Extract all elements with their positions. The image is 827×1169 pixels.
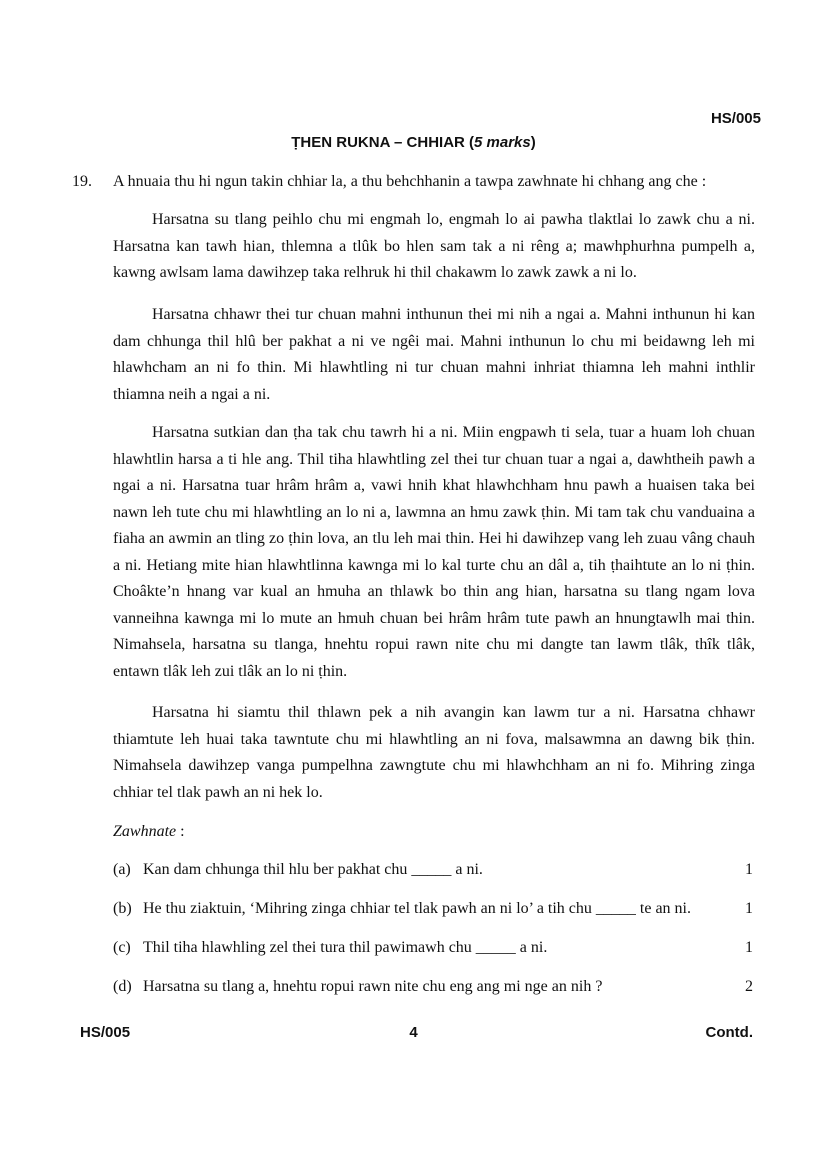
item-text: Thil tiha hlawhling zel thei tura thil pawimawh chu _____ a ni.: [143, 939, 548, 956]
page-number: 4: [409, 1024, 418, 1041]
item-marks: 1: [745, 861, 753, 878]
item-text: Harsatna su tlang a, hnehtu ropui rawn nite chu eng ang mi nge an nih ?: [143, 978, 603, 995]
passage-paragraph-2: Harsatna chhawr thei tur chuan mahni inthunun thei mi nih a ngai a. Mahni inthunun hi kan dam chhunga thil hlû ber pakhat a ni ve ngêi mai. Mahni inthunun lo chu mi beidawng leh mi hlawhcham an ni fo thin. Mi hlawhtling ni tur chuan mahni inhriat thiamna leh mahni inthlir thiamna neih a ngai a ni.: [113, 306, 755, 403]
item-label: (c): [113, 939, 131, 956]
paper-code-top: HS/005: [710, 110, 761, 127]
passage-paragraph-4: Harsatna hi siamtu thil thlawn pek a nih avangin kan lawm tur a ni. Harsatna chhawr thiamtute leh huai taka tawntute chu mi hlawhtling an ni fova, malsawmna an dawng bik ṭhin. Nimahsela dawihzep vanga pumpelhna zawngtute chu mi hlawhchham an ni fo. Mihring zinga chhiar tel tlak pawh an ni hek lo.: [113, 704, 755, 801]
section-close: ): [530, 134, 536, 151]
item-label: (d): [113, 978, 132, 995]
item-marks: 2: [745, 978, 753, 995]
section-title: ṬHEN RUKNA – CHHIAR (: [291, 134, 475, 151]
item-label: (a): [113, 861, 131, 878]
questions-label: [113, 823, 185, 841]
continued-label: Contd.: [705, 1024, 753, 1041]
item-text: He thu ziaktuin, ‘Mihring zinga chhiar tel tlak pawh an ni lo’ a tih chu _____ te an ni.: [143, 900, 691, 917]
question-number: 19.: [72, 173, 92, 190]
questions-label-text: Zawhnate: [113, 823, 177, 840]
section-marks: 5 marks: [474, 134, 531, 151]
item-label: (b): [113, 900, 132, 917]
question-intro: A hnuaia thu hi ngun takin chhiar la, a thu behchhanin a tawpa zawhnate hi chhang ang che :: [113, 173, 707, 190]
questions-label-colon: :: [176, 823, 185, 840]
paper-code-bottom: HS/005: [80, 1024, 131, 1041]
item-text: Kan dam chhunga thil hlu ber pakhat chu _____ a ni.: [143, 861, 483, 878]
passage-paragraph-3: Harsatna sutkian dan ṭha tak chu tawrh hi a ni. Miin engpawh ti sela, tuar a huam loh chuan hlawhtlin harsa a ti hle ang. Thil tiha hlawhtling zel thei tur chuan tuar a ngai a, dawhtheih pawh a ngai a ni. Harsatna tuar hrâm hrâm a, vawi hnih khat hlawhchham hnu pawh a huaisen taka bei nawn leh tute chu mi hlawhtling an lo ni a, lawmna an hmu zawk ṭhin. Mi tam tak chu vanduaina a fiaha an awmin an tling zo ṭhin lova, an tlu leh mai thin. Hei hi dawihzep vang leh zuau vâng chauh a ni. Hetiang mite hian hlawhtlinna kawnga mi lo kal turte chu an dâl a, tih ṭhaihtute an lo ni ṭhin. Choâkte’n hnang var kual an hmuha an thlawk bo thin ang hian, harsatna su tlang ngam lova vanneihna kawnga mi lo mute an hmuh chuan bei hrâm hrâm tute pawh an hnungtawlh mai thin. Nimahsela, harsatna su tlanga, hnehtu ropui rawn nite chu mi dangte tan lawm tlâk, thîk tlâk, entawn tlâk leh zui tlâk an lo ni ṭhin.: [113, 424, 755, 680]
section-heading: [0, 134, 827, 151]
item-marks: 1: [745, 900, 753, 917]
item-marks: 1: [745, 939, 753, 956]
passage-paragraph-1: Harsatna su tlang peihlo chu mi engmah lo, engmah lo ai pawha tlaktlai lo zawk chu a ni. Harsatna kan tawh hian, thlemna a tlûk bo hlen sam tak a ni rêng a; mawhphurhna pumpelh a, kawng awlsam lama dawihzep taka relhruk hi thil chakawm lo zawk zawk a ni lo.: [113, 211, 755, 281]
